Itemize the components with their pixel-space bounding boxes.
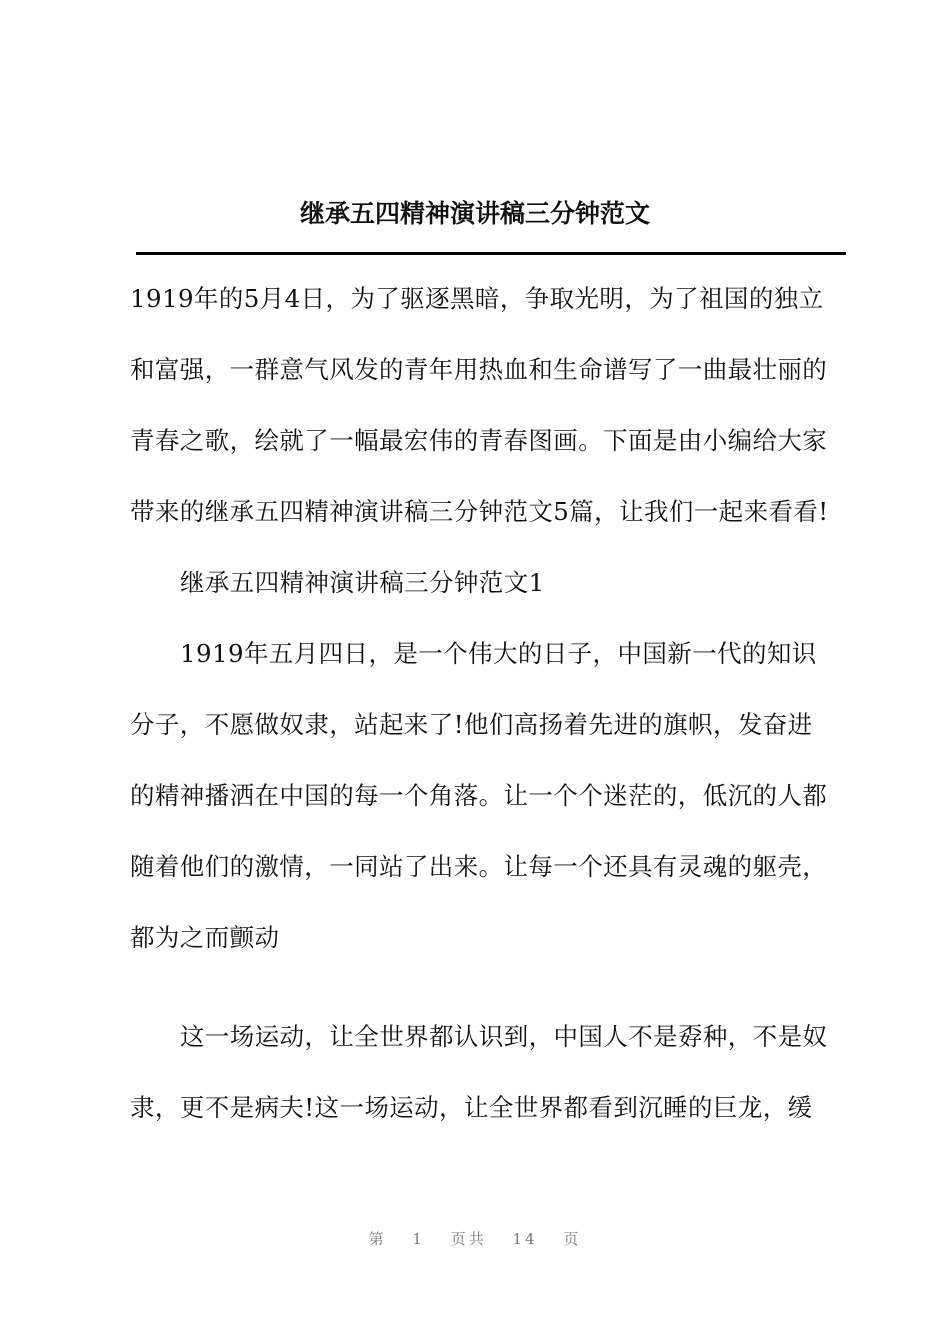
- body-line: 和富强，一群意气风发的青年用热血和生命谱写了一曲最壮丽的: [130, 355, 828, 384]
- body-line: 带来的继承五四精神演讲稿三分钟范文5篇，让我们一起来看看!: [130, 497, 829, 526]
- body-line: 分子，不愿做奴隶，站起来了!他们高扬着先进的旗帜，发奋进: [130, 710, 813, 739]
- body-line: 的精神播洒在中国的每一个角落。让一个个迷茫的，低沉的人都: [130, 781, 828, 810]
- body-line: 1919年五月四日，是一个伟大的日子，中国新一代的知识: [180, 639, 817, 668]
- footer-label-of: 页共: [450, 1230, 487, 1248]
- body-line: 随着他们的激情，一同站了出来。让每一个还具有灵魂的躯壳，: [130, 852, 828, 881]
- footer-label-page: 第: [368, 1230, 387, 1248]
- body-line: 青春之歌，绘就了一幅最宏伟的青春图画。下面是由小编给大家: [130, 426, 828, 455]
- title-underline: [136, 252, 846, 255]
- body-line: 这一场运动，让全世界都认识到，中国人不是孬种，不是奴: [180, 1022, 828, 1051]
- body-line: 1919年的5月4日，为了驱逐黑暗，争取光明，为了祖国的独立: [130, 284, 824, 313]
- footer-label-end: 页: [563, 1230, 582, 1248]
- section-heading: 继承五四精神演讲稿三分钟范文1: [180, 568, 545, 597]
- body-line: 都为之而颤动: [130, 923, 280, 952]
- body-line: 隶，更不是病夫!这一场运动，让全世界都看到沉睡的巨龙，缓: [130, 1093, 813, 1122]
- document-title: 继承五四精神演讲稿三分钟范文: [299, 199, 650, 228]
- footer-current-page: 1: [412, 1230, 425, 1248]
- page-footer: [0, 1228, 950, 1249]
- footer-total-pages: 14: [512, 1230, 538, 1248]
